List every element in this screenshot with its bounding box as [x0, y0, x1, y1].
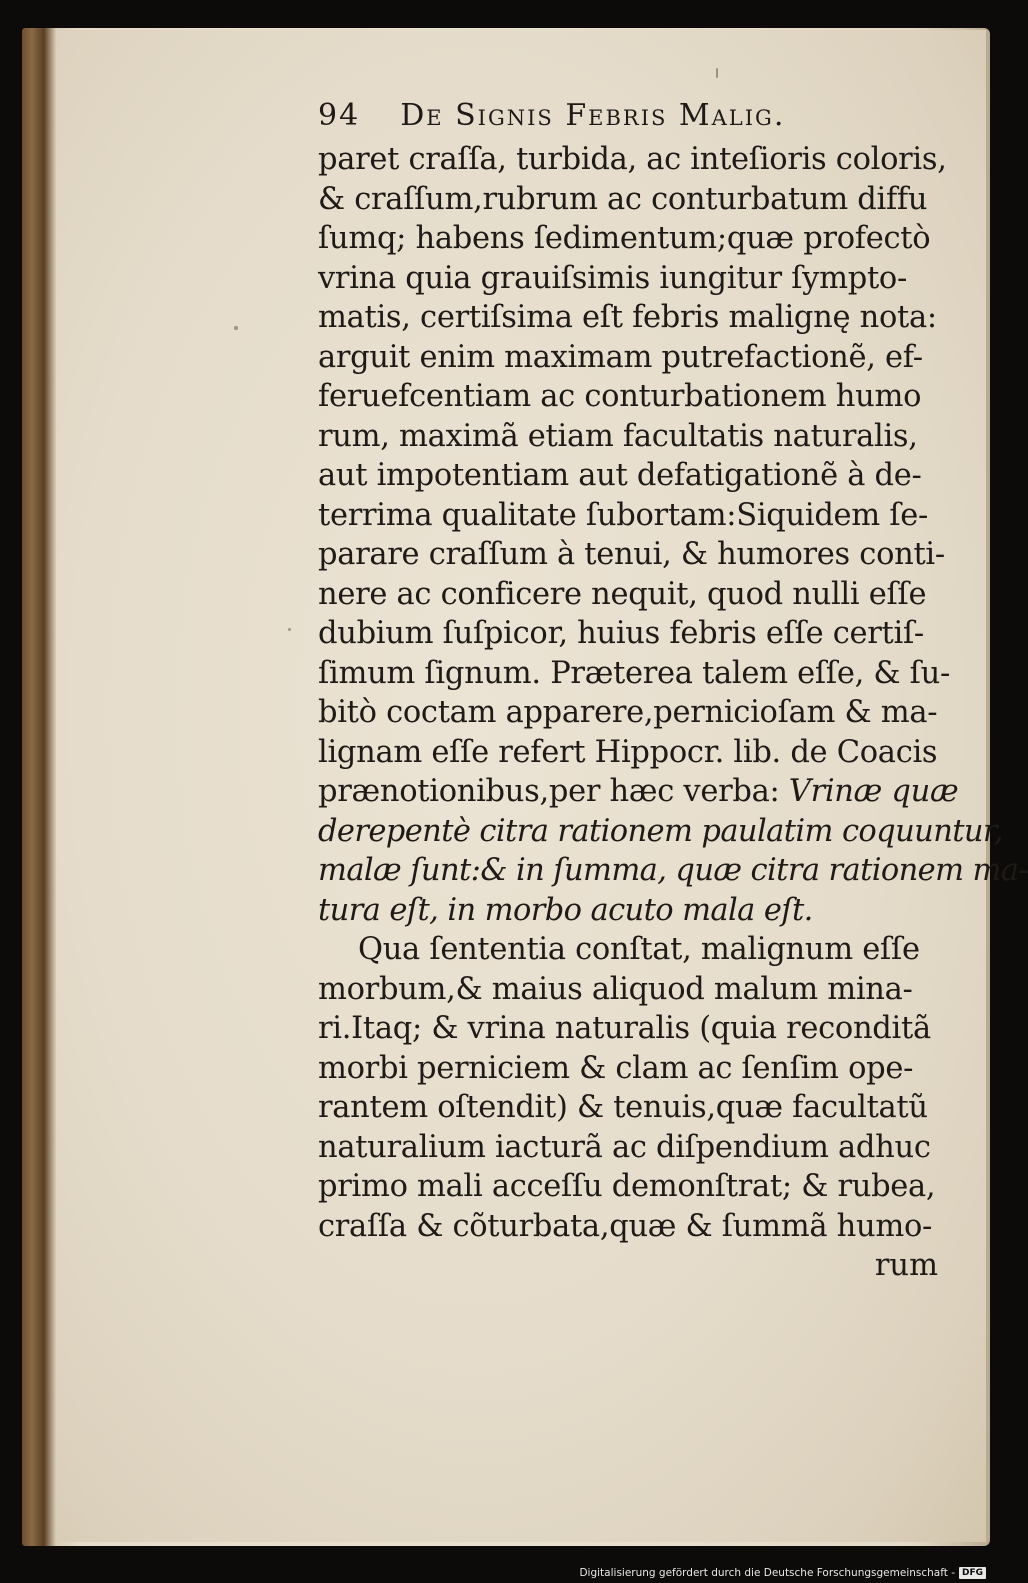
text-line-mixed: [318, 772, 959, 812]
text-line: primo mali acceſſu demonſtrat; & rubea,: [318, 1169, 936, 1204]
text-line: ſimum ſignum. Præterea talem eſſe, & ſu-: [318, 655, 950, 691]
page-number: 94: [318, 98, 361, 133]
text-line: morbi perniciem & clam ac ſenſim ope-: [318, 1050, 914, 1086]
running-head: [318, 92, 948, 140]
text-line: dubium ſuſpicor, huius febris eſſe certiſ-: [318, 616, 924, 651]
text-line: naturalium iacturã ac diſpendium adhuc: [318, 1129, 931, 1165]
text-line: aut impotentiam aut defatigationẽ à de-: [318, 458, 922, 493]
text-line: lignam eſſe refert Hippocr. lib. de Coacis: [318, 734, 938, 770]
text-line: nere ac conficere nequit, quod nulli eſſe: [318, 576, 927, 612]
catchword: rum: [874, 1248, 938, 1283]
text-line: feruefcentiam ac conturbationem humo: [318, 379, 922, 414]
text-line: morbum,& maius aliquod malum mina-: [318, 971, 913, 1007]
text-block: [318, 92, 1028, 1286]
text-line-italic: tura eſt, in morbo acuto mala eſt.: [318, 892, 813, 928]
text-line: terrima qualitate ſubortam:Siquidem ſe-: [318, 497, 929, 533]
text-line: vrina quia grauiſsimis iungitur ſympto-: [318, 260, 907, 296]
page-speck: [288, 628, 291, 631]
running-title: De Signis Febris Malig.: [400, 98, 786, 133]
text-line: craſſa & cõturbata,quæ & ſummã humo-: [318, 1208, 933, 1244]
text-line-italic-part: Vrinæ quæ: [788, 774, 959, 809]
text-line: arguit enim maximam putrefactionẽ, ef-: [318, 339, 923, 375]
page-speck: [716, 68, 718, 78]
text-line-paragraph-start: Qua ſententia conſtat, malignum eſſe: [358, 932, 920, 967]
text-line: rantem oſtendit) & tenuis,quæ facultatũ: [318, 1090, 928, 1125]
page-speck: [234, 326, 238, 330]
credit-text: Digitalisierung gefördert durch die Deutsche Forschungsgemeinschaft -: [579, 1567, 955, 1579]
text-line: bitò coctam apparere,pernicioſam & ma-: [318, 695, 938, 730]
text-line: parare craſſum à tenui, & humores conti-: [318, 537, 945, 572]
text-line: rum, maximã etiam facultatis naturalis,: [318, 418, 918, 454]
text-line: & craſſum,rubrum ac conturbatum diffu: [318, 181, 928, 217]
text-line-italic: derepentè citra rationem paulatim coquuntur,: [318, 813, 1003, 849]
text-line: matis, certiſsima eſt febris malignę nota:: [318, 300, 937, 335]
text-line: ri.Itaq; & vrina naturalis (quia reconditã: [318, 1011, 931, 1046]
text-line-roman-part: prænotionibus,per hæc verba:: [318, 774, 789, 809]
dfg-logo-icon: DFG: [959, 1567, 986, 1579]
text-line: paret craſſa, turbida, ac inteſioris coloris,: [318, 142, 947, 177]
digitization-credit: [579, 1567, 986, 1579]
text-line: ſumq; habens ſedimentum;quæ profectò: [318, 221, 931, 256]
text-line-italic: malæ ſunt:& in ſumma, quæ citra rationem ma-: [318, 853, 1028, 888]
